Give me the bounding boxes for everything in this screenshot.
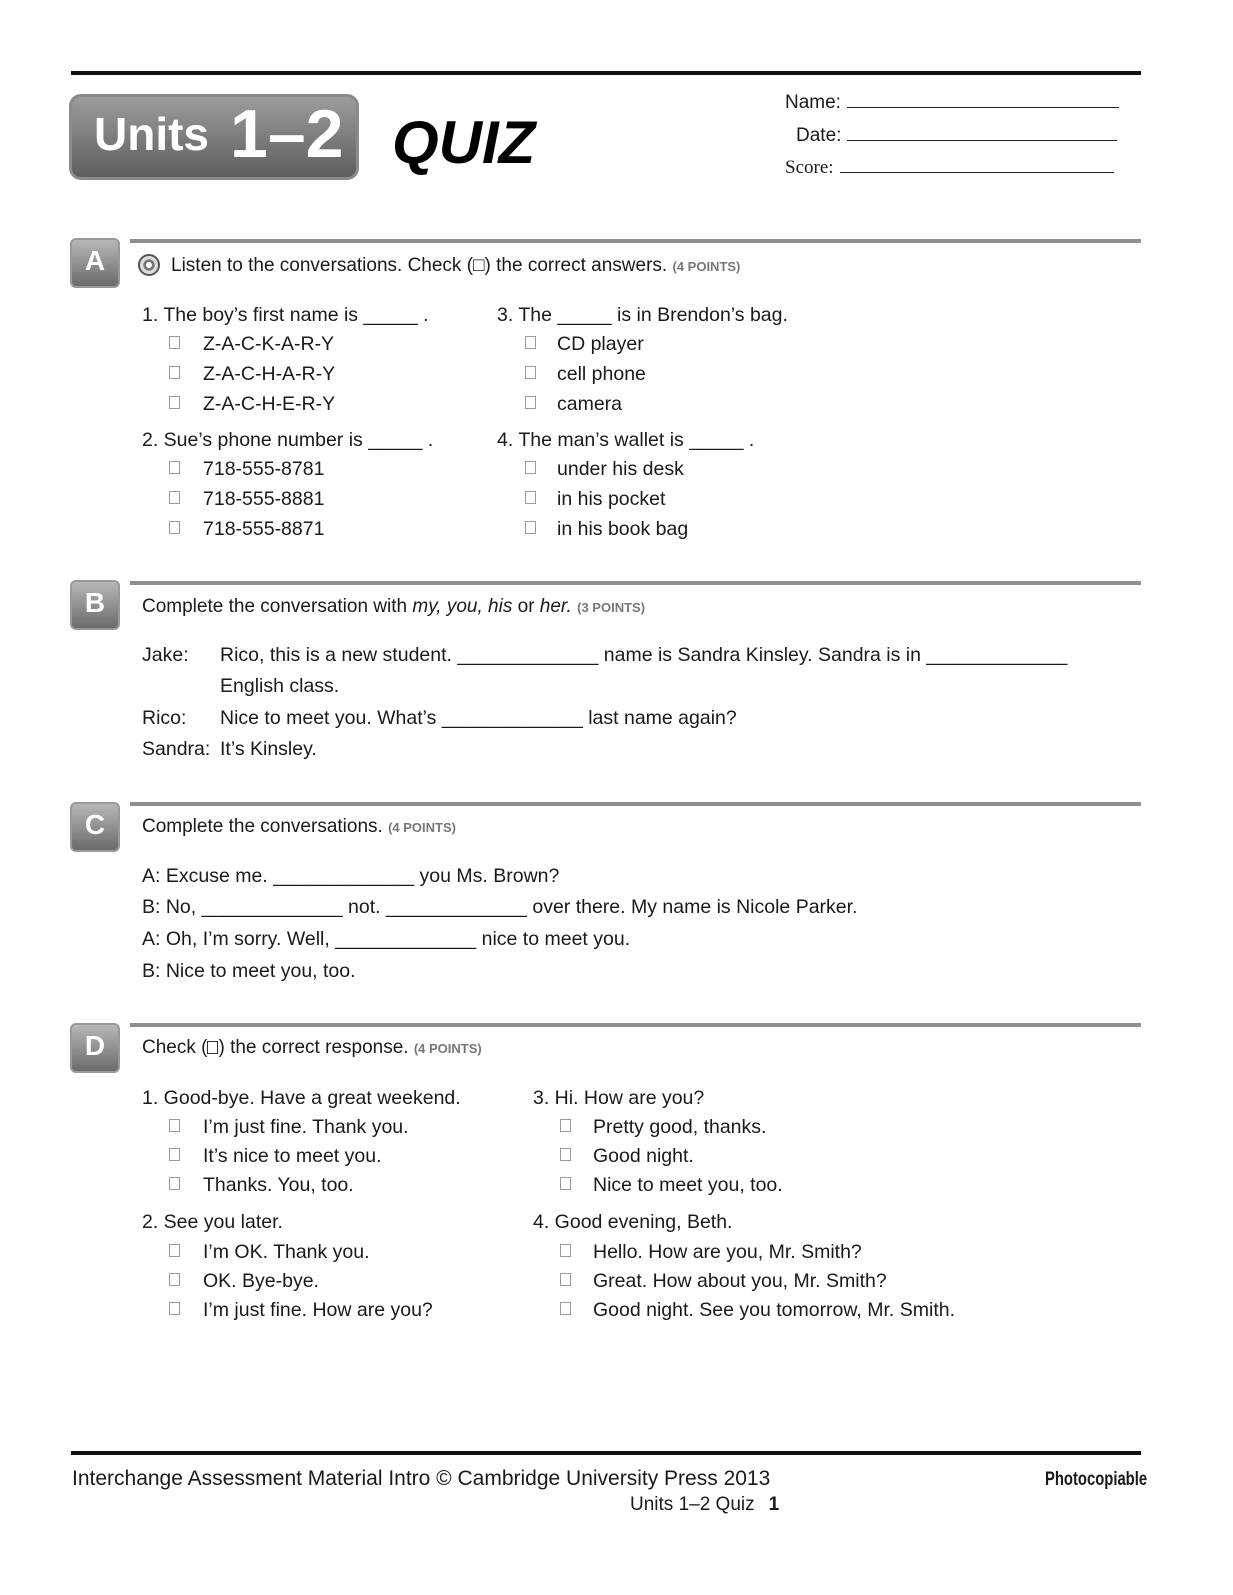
a-q4-option-2-checkbox[interactable] — [525, 491, 536, 504]
section-d-points: (4 POINTS) — [413, 1041, 482, 1056]
a-q1-option-3: Z-A-C-H-E-R-Y — [203, 393, 336, 415]
section-a-instruction-text: Listen to the conversations. Check (□) the correct answers. — [171, 255, 668, 276]
a-q1-option-3-checkbox[interactable] — [169, 396, 180, 409]
a-q2-option-1: 718-555-8781 — [203, 458, 325, 480]
score-line[interactable] — [840, 158, 1114, 173]
section-a-rule — [130, 239, 1141, 243]
a-q1-option-1: Z-A-C-K-A-R-Y — [203, 333, 335, 355]
section-a-badge: A — [70, 238, 120, 288]
d-q2-option-1-checkbox[interactable] — [169, 1244, 180, 1257]
a-q2-option-3: 718-555-8871 — [203, 518, 325, 540]
a-q4-option-1: under his desk — [557, 458, 684, 480]
section-d-badge: D — [70, 1023, 120, 1073]
name-label: Name: — [785, 92, 841, 113]
d-q1-option-3-checkbox[interactable] — [169, 1177, 180, 1190]
d-q3-option-2-checkbox[interactable] — [560, 1148, 571, 1161]
name-field[interactable] — [785, 92, 1119, 114]
d-q1-option-2-checkbox[interactable] — [169, 1148, 180, 1161]
d-q3-option-3-checkbox[interactable] — [560, 1177, 571, 1190]
units-word: Units — [94, 108, 209, 160]
d-q3-option-1-checkbox[interactable] — [560, 1119, 571, 1132]
d-question-4: 4. Good evening, Beth. — [533, 1211, 733, 1233]
d-q2-option-2-checkbox[interactable] — [169, 1273, 180, 1286]
a-q1-option-1-checkbox[interactable] — [169, 336, 180, 349]
bottom-rule — [71, 1451, 1141, 1455]
a-q3-option-3: camera — [557, 393, 623, 415]
d-q1-option-3: Thanks. You, too. — [203, 1174, 354, 1196]
section-d-rule — [130, 1023, 1141, 1027]
footer-copyright: Interchange Assessment Material Intro © Cambridge University Press 2013 — [72, 1467, 771, 1490]
section-d-instruction-pre: Check ( — [142, 1037, 208, 1058]
a-question-2: 2. Sue’s phone number is _____ . — [142, 429, 434, 451]
a-q3-option-1: CD player — [557, 333, 644, 355]
footer-page-number: 1 — [768, 1494, 780, 1515]
section-c-rule — [130, 802, 1141, 806]
footer-page-label: Units 1–2 Quiz — [630, 1494, 755, 1515]
d-q4-option-3: Good night. See you tomorrow, Mr. Smith. — [593, 1299, 955, 1321]
section-d-instruction — [142, 1037, 482, 1059]
b-line-sandra: It’s Kinsley. — [220, 738, 317, 760]
section-b-rule — [130, 581, 1141, 585]
date-field[interactable] — [796, 125, 1117, 147]
a-q2-option-2: 718-555-8881 — [203, 488, 325, 510]
d-q1-option-1: I’m just fine. Thank you. — [203, 1116, 409, 1138]
section-c-points: (4 POINTS) — [388, 820, 456, 835]
c-line-4: B: Nice to meet you, too. — [142, 960, 356, 982]
section-c-instruction — [142, 816, 456, 838]
score-field[interactable] — [785, 157, 1114, 179]
b-speaker-sandra: Sandra: — [142, 738, 211, 760]
c-line-1: A: Excuse me. _____________ you Ms. Brown? — [142, 865, 560, 887]
check-box-icon — [207, 1041, 218, 1054]
section-c-instruction-text: Complete the conversations. — [142, 816, 383, 837]
a-q4-option-3-checkbox[interactable] — [525, 521, 536, 534]
c-line-2: B: No, _____________ not. _____________ over there. My name is Nicole Parker. — [142, 896, 858, 918]
d-q2-option-1: I’m OK. Thank you. — [203, 1241, 370, 1263]
d-q2-option-3-checkbox[interactable] — [169, 1302, 180, 1315]
a-q4-option-1-checkbox[interactable] — [525, 461, 536, 474]
d-question-1: 1. Good-bye. Have a great weekend. — [142, 1087, 461, 1109]
name-line[interactable] — [847, 93, 1119, 108]
date-line[interactable] — [847, 126, 1117, 141]
a-q3-option-2-checkbox[interactable] — [525, 366, 536, 379]
b-line-jake: Rico, this is a new student. _____________ name is Sandra Kinsley. Sandra is in _____________ — [220, 644, 1068, 666]
a-q4-option-3: in his book bag — [557, 518, 689, 540]
a-q1-option-2: Z-A-C-H-A-R-Y — [203, 363, 336, 385]
section-b-instruction — [142, 596, 645, 618]
section-b-instruction-words: my, you, his — [412, 596, 513, 617]
c-line-3: A: Oh, I’m sorry. Well, _____________ nice to meet you. — [142, 928, 631, 950]
a-q3-option-1-checkbox[interactable] — [525, 336, 536, 349]
a-q4-option-2: in his pocket — [557, 488, 666, 510]
d-q3-option-1: Pretty good, thanks. — [593, 1116, 767, 1138]
a-q3-option-2: cell phone — [557, 363, 646, 385]
d-q3-option-2: Good night. — [593, 1145, 694, 1167]
a-question-3: 3. The _____ is in Brendon’s bag. — [497, 304, 788, 326]
page-title: QUIZ — [392, 109, 536, 176]
audio-cd-icon — [138, 254, 160, 276]
d-q4-option-3-checkbox[interactable] — [560, 1302, 571, 1315]
units-number: 1–2 — [230, 96, 344, 172]
section-b-instruction-her: her. — [539, 596, 572, 617]
a-q2-option-1-checkbox[interactable] — [169, 461, 180, 474]
units-badge — [69, 94, 359, 180]
a-question-1: 1. The boy’s first name is _____ . — [142, 304, 429, 326]
footer-photocopiable: Photocopiable — [1045, 1469, 1148, 1490]
section-b-badge: B — [70, 580, 120, 630]
score-label: Score: — [785, 157, 834, 178]
a-q1-option-2-checkbox[interactable] — [169, 366, 180, 379]
a-q2-option-3-checkbox[interactable] — [169, 521, 180, 534]
b-speaker-rico: Rico: — [142, 707, 187, 729]
a-q3-option-3-checkbox[interactable] — [525, 396, 536, 409]
section-b-instruction-or: or — [512, 596, 540, 617]
a-question-4: 4. The man’s wallet is _____ . — [497, 429, 755, 451]
d-question-3: 3. Hi. How are you? — [533, 1087, 705, 1109]
section-b-instruction-pre: Complete the conversation with — [142, 596, 413, 617]
footer-page — [630, 1494, 779, 1516]
top-rule — [71, 71, 1141, 75]
d-question-2: 2. See you later. — [142, 1211, 283, 1233]
section-c-badge: C — [70, 802, 120, 852]
b-line-rico: Nice to meet you. What’s _____________ last name again? — [220, 707, 737, 729]
d-q2-option-3: I’m just fine. How are you? — [203, 1299, 433, 1321]
date-label: Date: — [796, 125, 842, 146]
d-q3-option-3: Nice to meet you, too. — [593, 1174, 783, 1196]
b-speaker-jake: Jake: — [142, 644, 189, 666]
d-q1-option-1-checkbox[interactable] — [169, 1119, 180, 1132]
d-q4-option-2-checkbox[interactable] — [560, 1273, 571, 1286]
d-q2-option-2: OK. Bye-bye. — [203, 1270, 319, 1292]
d-q4-option-2: Great. How about you, Mr. Smith? — [593, 1270, 887, 1292]
section-d-instruction-post: ) the correct response. — [218, 1037, 409, 1058]
section-b-points: (3 POINTS) — [577, 600, 646, 615]
a-q2-option-2-checkbox[interactable] — [169, 491, 180, 504]
d-q4-option-1: Hello. How are you, Mr. Smith? — [593, 1241, 862, 1263]
section-a-instruction — [171, 255, 740, 277]
section-a-points: (4 POINTS) — [672, 259, 741, 274]
d-q4-option-1-checkbox[interactable] — [560, 1244, 571, 1257]
d-q1-option-2: It’s nice to meet you. — [203, 1145, 382, 1167]
b-line-jake-cont: English class. — [220, 675, 340, 697]
